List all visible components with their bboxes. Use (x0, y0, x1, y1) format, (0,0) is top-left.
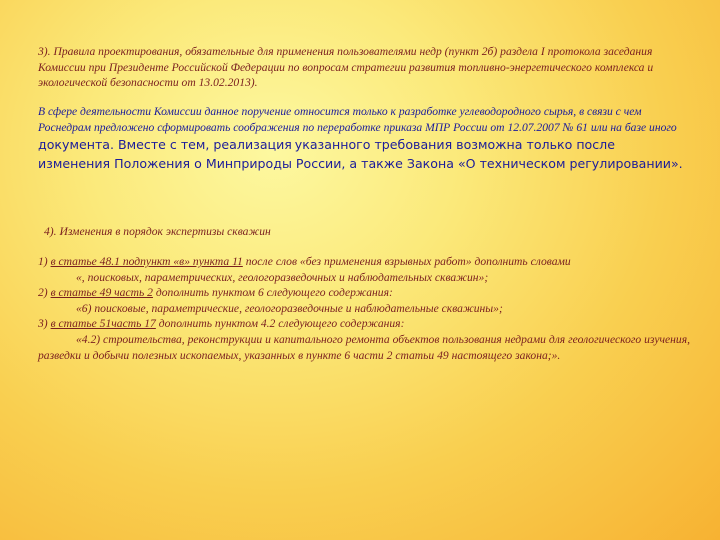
list-item-2-text: дополнить пунктом 6 следующего содержания: (152, 286, 393, 300)
section-4-heading (44, 224, 696, 240)
list-item-3 (38, 316, 690, 332)
section-4-heading-text: 4). Изменения в порядок экспертизы скважин (44, 225, 271, 238)
list-item-1 (38, 254, 690, 270)
list-item-3-text: дополнить пунктом 4.2 следующего содержания: (155, 317, 405, 331)
list-item-1-reference: в статье 48.1 подпункт «в» пункта 11 (50, 255, 243, 268)
section-3-paragraph-sans-rest: указанного требования возможна только после изменения Положения о Минприроды России, а также Закона «О техническом регулировании». (38, 137, 683, 172)
list-item-1-quote: «, поисковых, параметрических, геологоразведочных и наблюдательных скважин»; (76, 270, 489, 284)
section-3-paragraph-sans-start: документа. Вместе с тем, реализация (38, 137, 292, 153)
list-item-1-number: 1) (38, 255, 51, 268)
section-3-paragraph (38, 104, 690, 173)
list-item-1-text: после слов «без применения взрывных работ» дополнить словами (242, 255, 571, 268)
list-item-2-quote: «6) поисковые, параметрические, геологоразведочные и наблюдательные скважины»; (76, 301, 503, 315)
section-3-paragraph-italic: В сфере деятельности Комиссии данное поручение относится только к разработке углеводородного сырья, в связи с чем Роснедрам предложено сформировать соображения по переработке приказа МПР России от 12.07.2007 № 61 или на базе иного (38, 105, 677, 134)
list-item-2-number: 2) (38, 286, 51, 300)
list-item-2-reference: в статье 49 часть 2 (50, 286, 153, 300)
section-4-list (38, 254, 690, 363)
list-item-3-number: 3) (38, 317, 51, 331)
list-item-2 (38, 285, 690, 301)
list-item-3-quote: «4.2) строительства, реконструкции и капитального ремонта объектов пользования недрами для геологического изучения, разведки и добычи полезных ископаемых, указанных в пункте 6 части 2 статьи 49 настоящего закона;». (38, 332, 690, 362)
section-3-heading (38, 44, 690, 91)
list-item-3-reference: в статье 51часть 17 (50, 317, 156, 331)
section-3-heading-text: 3). Правила проектирования, обязательные для применения пользователями недр (пункт 2б) раздела I протокола заседания Комиссии при Президенте Российской Федерации по вопросам стратегии развития топливно-энергетического комплекса и экологической безопасности от 13.02.2013). (38, 45, 654, 90)
